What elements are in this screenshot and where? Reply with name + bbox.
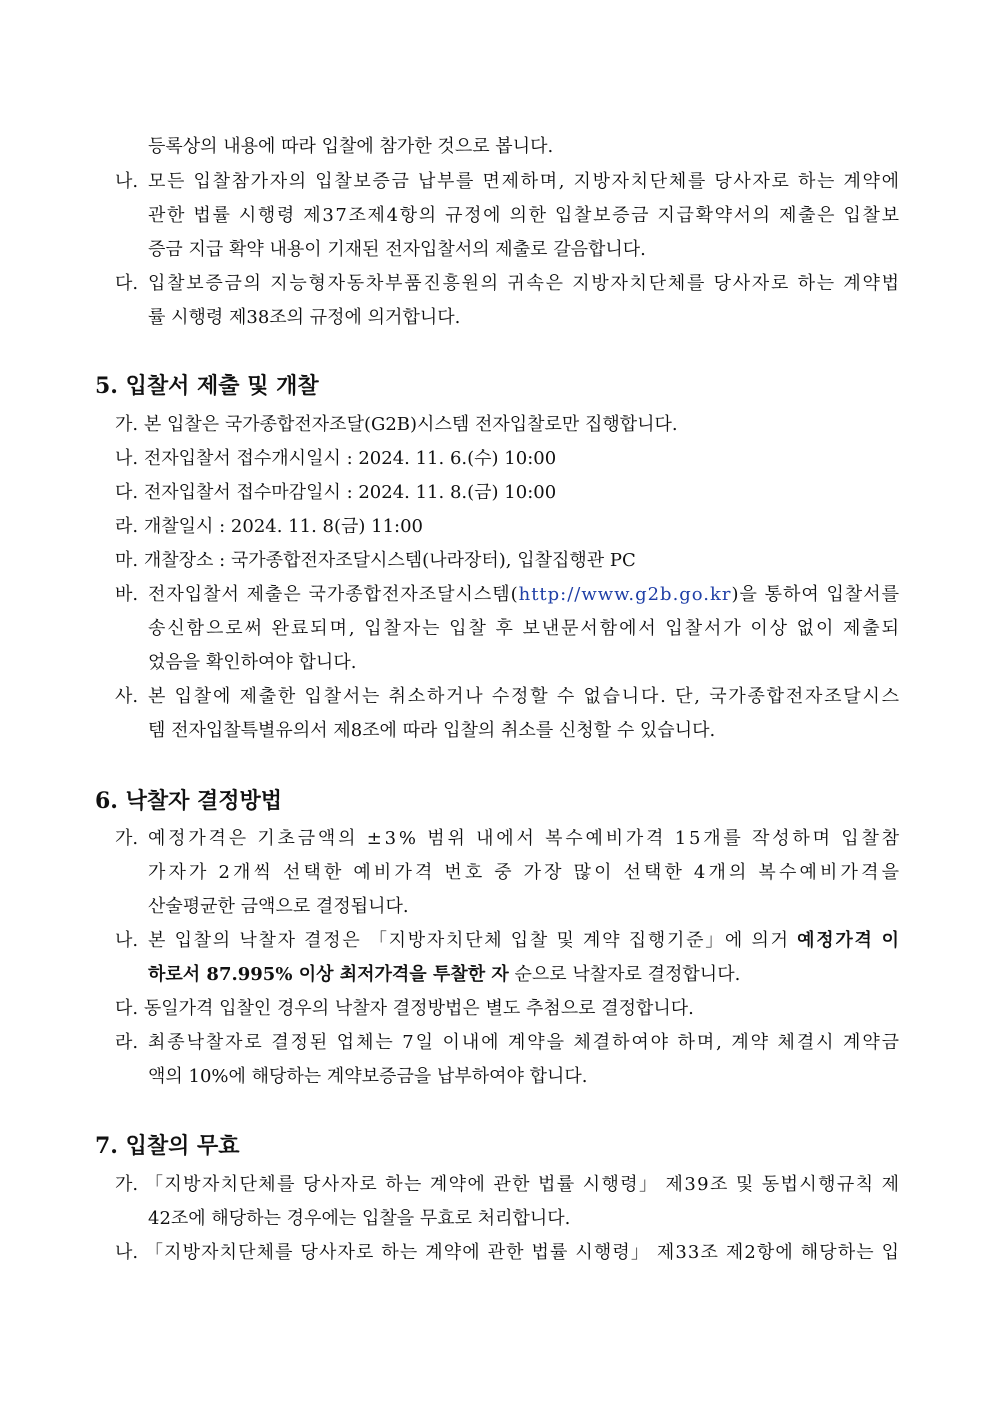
- list-text: 개찰장소 : 국가종합전자조달시스템(나라장터), 입찰집행관 PC: [143, 550, 636, 571]
- paragraph-line: 송신함으로써 완료되며, 입찰자는 입찰 후 보낸문서함에서 입찰서가 이상 없이 제출되: [148, 618, 901, 639]
- list-item: [115, 544, 636, 578]
- paragraph-line: 최종낙찰자로 결정된 업체는 7일 이내에 계약을 체결하여야 하며, 계약 체결시 계약금: [148, 1032, 901, 1053]
- list-item: [115, 408, 678, 442]
- list-marker: 가.: [115, 1174, 139, 1195]
- list-text: 개찰일시 : 2024. 11. 8(금) 11:00: [143, 516, 423, 537]
- section-title: 7. 입찰의 무효: [95, 1133, 240, 1159]
- g2b-link[interactable]: http://www.g2b.go.kr: [518, 584, 732, 605]
- list-marker: 가.: [115, 828, 139, 849]
- list-text: 전자입찰서 제출은 국가종합전자조달시스템(: [148, 584, 519, 605]
- list-marker: 가.: [115, 414, 139, 435]
- list-item: [115, 510, 423, 544]
- list-text: )을 통하여 입찰서를: [731, 584, 900, 605]
- paragraph-line: 산술평균한 금액으로 결정됩니다.: [148, 896, 409, 917]
- list-marker: 다.: [115, 998, 139, 1019]
- paragraph-line: 률 시행령 제38조의 규정에 의거합니다.: [148, 307, 461, 328]
- paragraph-line: 본 입찰에 제출한 입찰서는 취소하거나 수정할 수 없습니다. 단, 국가종합전자조달시스: [148, 686, 901, 707]
- paragraph-line: 「지방자치단체를 당사자로 하는 계약에 관한 법률 시행령」 제39조 및 동법시행규칙 제: [145, 1174, 901, 1195]
- paragraph-line: 등록상의 내용에 따라 입찰에 참가한 것으로 봅니다.: [148, 136, 554, 157]
- list-item: [115, 442, 556, 476]
- list-text: 순으로 낙찰자로 결정합니다.: [508, 964, 741, 985]
- paragraph-line: [148, 578, 900, 612]
- list-item: [115, 992, 694, 1026]
- section-title: 6. 낙찰자 결정방법: [95, 788, 283, 814]
- list-marker: 바.: [115, 584, 139, 605]
- paragraph-line: 예정가격은 기초금액의 ±3% 범위 내에서 복수예비가격 15개를 작성하며 입찰참: [148, 828, 902, 849]
- paragraph-line: 42조에 해당하는 경우에는 입찰을 무효로 처리합니다.: [148, 1208, 571, 1229]
- paragraph-line: 템 전자입찰특별유의서 제8조에 따라 입찰의 취소를 신청할 수 있습니다.: [148, 720, 716, 741]
- list-text: 본 입찰의 낙찰자 결정은 「지방자치단체 입찰 및 계약 집행기준」에 의거: [148, 930, 798, 951]
- list-item: [115, 476, 556, 510]
- list-marker: 라.: [115, 1032, 139, 1053]
- list-text: 전자입찰서 접수개시일시 : 2024. 11. 6.(수) 10:00: [143, 448, 557, 469]
- paragraph-line: 입찰보증금의 지능형자동차부품진흥원의 귀속은 지방자치단체를 당사자로 하는 계약법: [148, 273, 901, 294]
- list-text: 동일가격 입찰인 경우의 낙찰자 결정방법은 별도 추첨으로 결정합니다.: [143, 998, 694, 1019]
- list-marker: 나.: [115, 1242, 139, 1263]
- paragraph-line: [148, 924, 901, 958]
- paragraph-line: 관한 법률 시행령 제37조제4항의 규정에 의한 입찰보증금 지급확약서의 제출은 입찰보: [148, 205, 901, 226]
- list-marker: 다.: [115, 273, 139, 294]
- paragraph-line: 었음을 확인하여야 합니다.: [148, 652, 357, 673]
- paragraph-line: 증금 지급 확약 내용이 기재된 전자입찰서의 제출로 갈음합니다.: [148, 239, 646, 260]
- emphasis-text: 하로서 87.995% 이상 최저가격을 투찰한 자: [148, 964, 509, 985]
- list-marker: 다.: [115, 482, 139, 503]
- paragraph-line: 액의 10%에 해당하는 계약보증금을 납부하여야 합니다.: [148, 1066, 588, 1087]
- paragraph-line: [148, 958, 740, 992]
- list-marker: 사.: [115, 686, 139, 707]
- emphasis-text: 예정가격 이: [797, 930, 901, 951]
- list-text: 본 입찰은 국가종합전자조달(G2B)시스템 전자입찰로만 집행합니다.: [143, 414, 678, 435]
- paragraph-line: 「지방자치단체를 당사자로 하는 계약에 관한 법률 시행령」 제33조 제2항에 해당하는 입: [145, 1242, 901, 1263]
- list-marker: 라.: [115, 516, 139, 537]
- section-title: 5. 입찰서 제출 및 개찰: [95, 373, 319, 399]
- list-text: 전자입찰서 접수마감일시 : 2024. 11. 8.(금) 10:00: [143, 482, 557, 503]
- paragraph-line: 가자가 2개씩 선택한 예비가격 번호 중 가장 많이 선택한 4개의 복수예비가격을: [148, 862, 903, 883]
- list-marker: 나.: [115, 448, 139, 469]
- list-marker: 마.: [115, 550, 139, 571]
- paragraph-line: 모든 입찰참가자의 입찰보증금 납부를 면제하며, 지방자치단체를 당사자로 하는 계약에: [148, 171, 901, 192]
- list-marker: 나.: [115, 171, 139, 192]
- list-marker: 나.: [115, 930, 139, 951]
